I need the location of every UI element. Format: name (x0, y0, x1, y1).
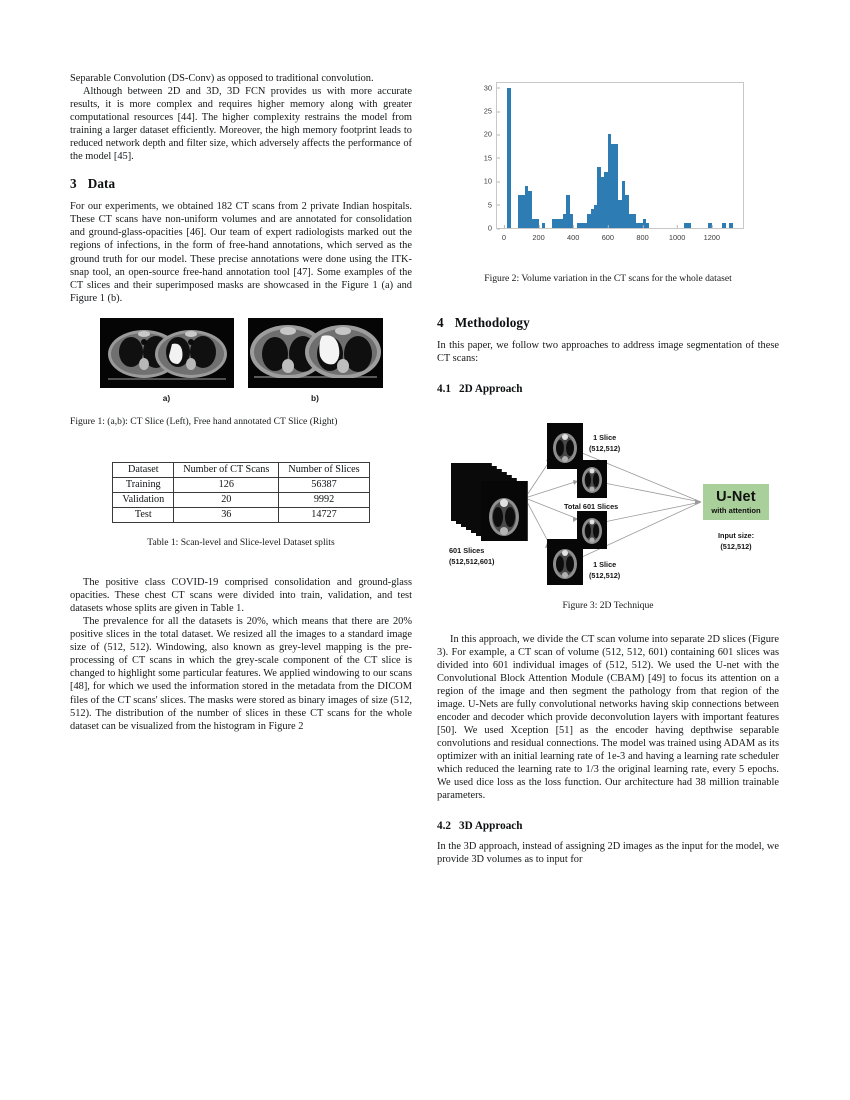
section-heading-methodology (437, 315, 779, 331)
subsection-number: 4.2 (437, 820, 451, 833)
figure-1-label-b: b) (311, 392, 319, 403)
histogram-bar (688, 223, 691, 228)
figure-1-label-a: a) (162, 392, 171, 403)
ct-slice-a-graphic (100, 318, 234, 388)
extracted-slice-4 (547, 539, 583, 585)
histogram-bar (729, 223, 732, 228)
section-title: Data (87, 176, 116, 192)
x-axis-tick-label: 400 (567, 228, 579, 242)
label-bottom-slice: 1 Slice (512,512) (589, 560, 621, 580)
section-heading-data (70, 176, 412, 192)
subsection-heading-2d-approach (437, 383, 779, 395)
dataset-splits-table (112, 462, 369, 523)
y-axis-tick-label: 15 (484, 153, 497, 162)
ct-slice-image (100, 318, 234, 388)
cell-scans-training: 126 (174, 477, 279, 492)
paragraph-approaches-intro: In this paper, we follow two approaches to address image segmentation of these CT scans: (437, 340, 779, 365)
histogram-bar (722, 223, 725, 228)
column-header-slices: Number of Slices (279, 462, 369, 477)
paragraph-3d-approach: In the 3D approach, instead of assigning 2D images as the input for the model, we provide 3D volumes as to input for (437, 841, 779, 866)
table-row (113, 507, 369, 522)
x-axis-tick-label: 1000 (669, 228, 685, 242)
figure-2-histogram (458, 72, 758, 257)
section-title: Methodology (454, 315, 530, 331)
figure-1-caption: Figure 1: (a,b): CT Slice (Left), Free hand annotated CT Slice (Right) (70, 415, 338, 427)
histogram-plot-frame (483, 82, 744, 242)
x-axis-tick-label: 200 (532, 228, 544, 242)
paragraph-positive-class: The positive class COVID-19 comprised consolidation and ground-glass opacities. These chest CT scans were divided into train, validation, and test datasets whose splits are given in Table 1. (70, 577, 412, 615)
left-column (70, 72, 412, 1002)
y-axis-tick-label: 0 (488, 224, 497, 233)
cell-dataset-training: Training (113, 477, 174, 492)
cell-slices-training: 56387 (279, 477, 369, 492)
paragraph-3d-fcn: Although between 2D and 3D, 3D FCN provides us with more accurate results, it is more complex and requires higher memory along with greater computational resources [44]. The higher complexity restrains the model from training a larger dataset efficiently. Moreover, the high memory footprint leads to reduced network depth and filter size, which adversely affects the performance of the model [45]. (70, 86, 412, 163)
table-row (113, 477, 369, 492)
paragraph-dataset-description: For our experiments, we obtained 182 CT scans from 2 private Indian hospitals. These CT scans have non-uniform volumes and are annotated for consolidation and ground-glass-opacities [46]. Our team of expert radiologists marked out the regions of infections, in the form of free-hand annotations, which served as the ground truth for our model. These precise annotations were done using the ITK-snap tool, an open-source free-hand annotation tool [47]. Some examples of the CT slices and their superimposed masks are showcased in the Figure 1 (a) and Figure 1 (b). (70, 201, 412, 304)
ct-volume-stack (451, 463, 527, 541)
unet-title: U-Net (716, 489, 756, 506)
column-header-ct-scans: Number of CT Scans (174, 462, 279, 477)
unet-subtitle: with attention (711, 506, 761, 516)
cell-dataset-test: Test (113, 507, 174, 522)
histogram-bar (507, 88, 510, 228)
section-number: 4 (437, 315, 444, 331)
figure-1-panel-a (100, 318, 234, 403)
cell-dataset-validation: Validation (113, 492, 174, 507)
x-axis-tick-label: 600 (602, 228, 614, 242)
table-row (113, 492, 369, 507)
cell-slices-validation: 9992 (279, 492, 369, 507)
volume-front-slice (481, 481, 527, 541)
label-volume: 601 Slices (512,512,601) (449, 546, 495, 566)
histogram-plot-area (483, 83, 743, 242)
column-header-dataset: Dataset (113, 462, 174, 477)
x-axis-tick-label: 0 (502, 228, 506, 242)
table-1-caption: Table 1: Scan-level and Slice-level Dataset splits (147, 536, 335, 548)
extracted-slice-2 (577, 460, 607, 498)
ct-slice-b-graphic (248, 318, 383, 388)
figure-1 (70, 318, 412, 403)
y-axis-tick-label: 25 (484, 107, 497, 116)
paragraph-2d-approach: In this approach, we divide the CT scan volume into separate 2D slices (Figure 3). For example, a CT scan of volume (512, 512, 601) containing 601 slices was divided into 601 individual images of (512, 512). We used the U-net with the Convolutional Block Attention Module (CBAM) [49] to focus its attention on a region of the image and then segment the pathology from that region of the image. U-Nets are fully convolutional networks having skip connections between encoder and decoder which provide deconvolution layers with important features [50]. We used Xception [51] as the encoder having depthwise separable convolutions and residual connections. The model was trained using ADAM as its optimizer with an initial learning rate of 1e-3 and having a learning rate scheduler which reduced the learning rate to 1/3 the original learning rate, every 5 epochs. We used dice loss as the loss function. Our architecture had 38 million trainable parameters. (437, 633, 779, 802)
label-input-size: Input size: (512,512) (717, 531, 755, 551)
subsection-heading-3d-approach (437, 820, 779, 832)
y-axis-tick-label: 5 (488, 200, 497, 209)
cell-scans-test: 36 (174, 507, 279, 522)
cell-slices-test: 14727 (279, 507, 369, 522)
table-1-wrapper (70, 462, 412, 523)
table-header-row (113, 462, 369, 477)
x-axis-tick-label: 800 (636, 228, 648, 242)
label-top-slice: 1 Slice (512,512) (589, 433, 621, 453)
cell-scans-validation: 20 (174, 492, 279, 507)
x-axis-tick-label: 1200 (704, 228, 720, 242)
unet-model-box (703, 484, 769, 520)
right-column (437, 72, 779, 1002)
section-number: 3 (70, 176, 77, 192)
paragraph-continuation: Separable Convolution (DS-Conv) as opposed to traditional convolution. (70, 73, 374, 84)
paragraph-prevalence: The prevalence for all the datasets is 20%, which means that there are 20% positive slices in the total dataset. We resized all the images to a standard image size of (512, 512). Windowing, also known as grey-level mapping is the pre-processing of CT scans in which the grey-scale component of the CT slice is changed to highlight some particular features. We applied windowing to our scans [48], for which we used the information stored in the metadata from the DICOM files of the CT scans' slices. The masks were stored as binary images of size (512, 512). The distribution of the number of slices in these CT scans for the whole dataset can be visualized from the histogram in Figure 2 (70, 616, 412, 732)
subsection-title: 2D Approach (458, 383, 523, 396)
label-total-slices: Total 601 Slices (564, 502, 619, 512)
subsection-title: 3D Approach (458, 820, 523, 833)
two-column-body (70, 72, 780, 1002)
y-axis-tick-label: 10 (484, 177, 497, 186)
y-axis-tick-label: 20 (484, 130, 497, 139)
figure-3-caption: Figure 3: 2D Technique (562, 600, 654, 612)
figure-3-diagram (437, 405, 779, 590)
subsection-number: 4.1 (437, 383, 451, 396)
ct-slice-annotated-image (248, 318, 383, 388)
y-axis-tick-label: 30 (484, 83, 497, 92)
figure-2-caption: Figure 2: Volume variation in the CT scans for the whole dataset (484, 273, 732, 284)
figure-1-panel-b (248, 318, 383, 403)
